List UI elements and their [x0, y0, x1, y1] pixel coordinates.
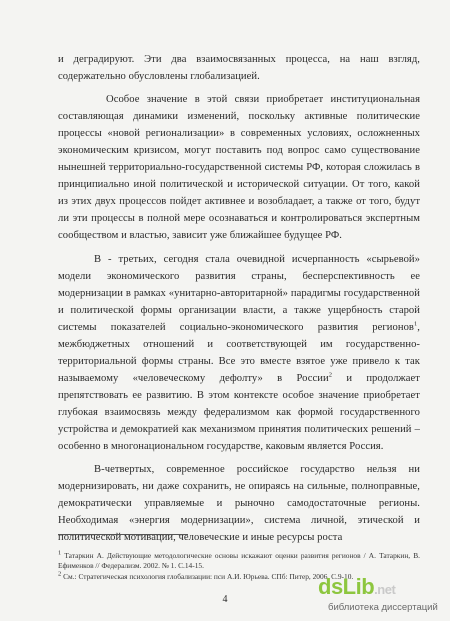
paragraph-3-part-b: , межбюджетных отношений и соответствующей им государственно-территориальной формы страны. Все это вместе взятое уже привело к так называемому «человеческому дефолту» в России: [58, 321, 420, 384]
footnote-2-text: См.: Стратегическая психология глобализации: пси А.И. Юрьева. СПб: Питер, 2006. С.9-10.: [61, 572, 354, 582]
watermark-brand-tld: .net: [374, 582, 396, 597]
watermark-brand: [318, 574, 395, 600]
footnote-divider: [58, 534, 188, 535]
watermark-subtitle: библиотека диссертаций: [328, 602, 438, 613]
watermark-brand-name: dsLib: [318, 574, 375, 599]
paragraph-3: [58, 251, 420, 455]
footnote-1: [58, 551, 420, 570]
footnote-1-number: 1: [58, 549, 62, 557]
footnote-1-text: Татаркин А. Действующие методологические основы искажают оценки развития регионов / А. Татаркин, В. Ефименков // Федерализм. 2002. № 1. С.14-15.: [58, 551, 420, 570]
footnote-2-number: 2: [58, 570, 62, 578]
paragraph-1: и деградируют. Эти два взаимосвязанных процесса, на наш взгляд, содержательно обусловлены глобализацией.: [58, 53, 420, 82]
paragraph-2: Особое значение в этой связи приобретает институциональная составляющая динамики изменений, поскольку активные политические процессы «новой регионализации» в современных условиях, осложненных экономическим кризисом, могут поставить под вопрос само существование нынешней территориально-государственной системы РФ, которая сложилась в принципиально иной политической и исторической ситуации. От того, какой из этих двух процессов пойдет активнее и возобладает, а также от того, будут ли эти процессы в полной мере осознаваться и контролироваться экспертным сообществом и властью, зависит уже ближайшее будущее РФ.: [58, 93, 420, 241]
footnote-ref-1[interactable]: 1: [413, 320, 418, 328]
footnote-ref-2[interactable]: 2: [328, 371, 333, 379]
page-number: 4: [222, 594, 228, 605]
paragraph-4: В-четвертых, современное российское государство нельзя ни модернизировать, ни даже сохранить, не опираясь на сильные, полноправные, демократически управляемые и рыночно самодостаточные регионы. Необходимая «энергия модернизации», система личной, этической и политической мотивации, человеческие и иные ресурсы роста: [58, 463, 420, 543]
paragraph-3-part-c: и продолжает препятствовать ее развитию. В этом контексте особое значение приобретает глубокая взаимосвязь между федерализмом как формой государственного устройства и демократией как механизмом принятия политических решений – особенно в многонациональном государстве, каковым является Россия.: [58, 372, 420, 452]
paragraph-3-part-a: В - третьих, сегодня стала очевидной исчерпанность «сырьевой» модели экономического развития страны, бесперспективность ее модернизации в рамках «унитарно-авторитарной» парадигмы государственной и политической формы организации власти, а также ущербность старой системы показателей социально-экономического развития регионов: [58, 253, 420, 333]
dslib-watermark-logo[interactable]: [318, 574, 448, 618]
